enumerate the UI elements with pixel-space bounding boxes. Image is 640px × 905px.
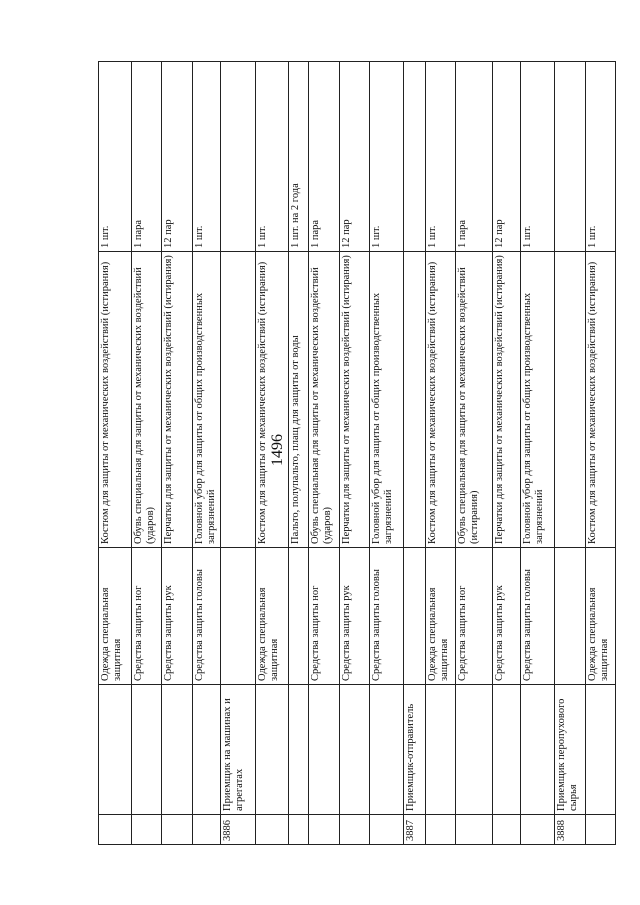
- cell-qty: 12 пар: [162, 62, 193, 252]
- cell-profession: [309, 685, 340, 815]
- cell-type: Средства защиты головы: [370, 548, 404, 685]
- cell-qty: 1 шт.: [370, 62, 404, 252]
- table-row: [340, 62, 370, 845]
- cell-profession: [132, 685, 162, 815]
- cell-num: [193, 815, 221, 845]
- cell-qty: [404, 62, 426, 252]
- cell-profession: [340, 685, 370, 815]
- page-number: 1496: [269, 434, 286, 466]
- cell-qty: [555, 62, 586, 252]
- table-row: [586, 62, 616, 845]
- cell-type: Средства защиты ног: [309, 548, 340, 685]
- cell-num: [256, 815, 289, 845]
- cell-profession: [162, 685, 193, 815]
- cell-desc: Костюм для защиты от механических воздействий (истирания): [426, 252, 456, 548]
- cell-profession: [256, 685, 289, 815]
- cell-desc: Головной убор для защиты от общих производственных загрязнений: [193, 252, 221, 548]
- cell-desc: Перчатки для защиты от механических воздействий (истирания): [162, 252, 193, 548]
- cell-type: Одежда специальная защитная: [256, 548, 289, 685]
- cell-type: [404, 548, 426, 685]
- cell-desc: Костюм для защиты от механических воздействий (истирания): [256, 252, 289, 548]
- cell-num: [340, 815, 370, 845]
- table-row: [404, 62, 426, 845]
- cell-num: [162, 815, 193, 845]
- cell-desc: Перчатки для защиты от механических воздействий (истирания): [340, 252, 370, 548]
- cell-qty: 1 шт.: [99, 62, 132, 252]
- cell-num: [493, 815, 521, 845]
- table-row: [493, 62, 521, 845]
- cell-type: Одежда специальная защитная: [99, 548, 132, 685]
- cell-profession: [426, 685, 456, 815]
- cell-num: [309, 815, 340, 845]
- table-container: [98, 62, 610, 845]
- cell-qty: 1 шт.: [586, 62, 616, 252]
- table-row: [521, 62, 555, 845]
- cell-qty: 1 шт.: [426, 62, 456, 252]
- cell-type: [289, 548, 309, 685]
- cell-qty: [221, 62, 256, 252]
- table-row: [162, 62, 193, 845]
- cell-profession: [193, 685, 221, 815]
- cell-type: Средства защиты головы: [193, 548, 221, 685]
- rotated-table-frame: [98, 62, 610, 845]
- cell-qty: 1 шт. на 2 года: [289, 62, 309, 252]
- table-row: [370, 62, 404, 845]
- cell-qty: 1 пара: [456, 62, 493, 252]
- ppe-norms-table: [98, 61, 616, 845]
- table-row: [193, 62, 221, 845]
- cell-profession: [493, 685, 521, 815]
- cell-num: 3887: [404, 815, 426, 845]
- cell-num: [521, 815, 555, 845]
- cell-desc: Обувь специальная для защиты от механических воздействий (ударов): [132, 252, 162, 548]
- cell-desc: Обувь специальная для защиты от механических воздействий (ударов): [309, 252, 340, 548]
- table-row: [256, 62, 289, 845]
- cell-profession: Приемщик-отправитель: [404, 685, 426, 815]
- table-row: [456, 62, 493, 845]
- cell-num: [456, 815, 493, 845]
- cell-profession: [456, 685, 493, 815]
- cell-num: [370, 815, 404, 845]
- cell-desc: Пальто, полупальто, плащ для защиты от воды: [289, 252, 309, 548]
- table-body: [99, 62, 616, 845]
- table-row: [555, 62, 586, 845]
- cell-type: Средства защиты рук: [340, 548, 370, 685]
- cell-num: [99, 815, 132, 845]
- table-row: [289, 62, 309, 845]
- cell-profession: Приемщик на машинах и агрегатах: [221, 685, 256, 815]
- cell-num: [426, 815, 456, 845]
- cell-profession: [586, 685, 616, 815]
- cell-qty: 1 пара: [309, 62, 340, 252]
- cell-desc: [221, 252, 256, 548]
- cell-profession: Приемщик перопухового сырья: [555, 685, 586, 815]
- cell-desc: Головной убор для защиты от общих производственных загрязнений: [370, 252, 404, 548]
- cell-type: Средства защиты рук: [162, 548, 193, 685]
- cell-num: 3886: [221, 815, 256, 845]
- cell-desc: Костюм для защиты от механических воздействий (истирания): [586, 252, 616, 548]
- cell-qty: 12 пар: [493, 62, 521, 252]
- cell-qty: 1 шт.: [256, 62, 289, 252]
- cell-desc: Перчатки для защиты от механических воздействий (истирания): [493, 252, 521, 548]
- cell-profession: [289, 685, 309, 815]
- table-row: [132, 62, 162, 845]
- cell-profession: [99, 685, 132, 815]
- cell-type: Средства защиты головы: [521, 548, 555, 685]
- cell-qty: 1 пара: [132, 62, 162, 252]
- cell-desc: Головной убор для защиты от общих производственных загрязнений: [521, 252, 555, 548]
- cell-type: Одежда специальная защитная: [426, 548, 456, 685]
- cell-profession: [521, 685, 555, 815]
- table-row: [221, 62, 256, 845]
- cell-type: Средства защиты ног: [456, 548, 493, 685]
- cell-desc: [404, 252, 426, 548]
- cell-type: Средства защиты ног: [132, 548, 162, 685]
- cell-type: Одежда специальная защитная: [586, 548, 616, 685]
- cell-profession: [370, 685, 404, 815]
- cell-desc: [555, 252, 586, 548]
- cell-desc: Обувь специальная для защиты от механических воздействий (истирания): [456, 252, 493, 548]
- cell-num: 3888: [555, 815, 586, 845]
- table-row: [309, 62, 340, 845]
- table-row: [99, 62, 132, 845]
- cell-qty: 12 пар: [340, 62, 370, 252]
- cell-qty: 1 шт.: [521, 62, 555, 252]
- cell-num: [132, 815, 162, 845]
- cell-num: [289, 815, 309, 845]
- cell-desc: Костюм для защиты от механических воздействий (истирания): [99, 252, 132, 548]
- cell-num: [586, 815, 616, 845]
- cell-type: Средства защиты рук: [493, 548, 521, 685]
- cell-qty: 1 шт.: [193, 62, 221, 252]
- cell-type: [221, 548, 256, 685]
- table-row: [426, 62, 456, 845]
- cell-type: [555, 548, 586, 685]
